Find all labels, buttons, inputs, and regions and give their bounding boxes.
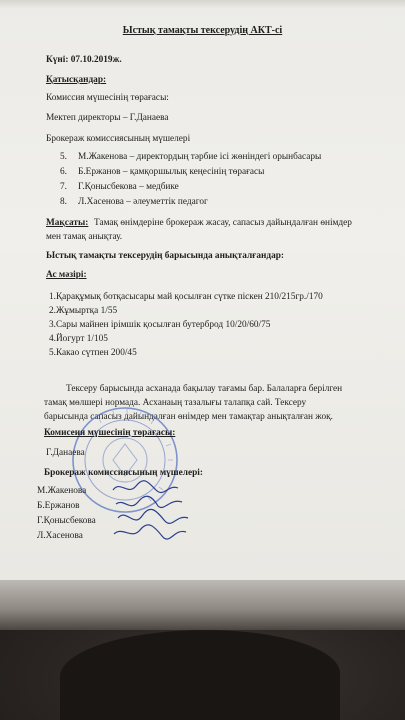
conclusion-line: тамақ мөлшері нормада. Асханаың тазалығы талапқа сай. Тексеру xyxy=(44,398,307,408)
brokerage-members-label: Брокераж комиссиясының мүшелері xyxy=(46,134,191,144)
member-number: 5. xyxy=(60,152,67,162)
signer-name: Г.Қонысбекова xyxy=(37,516,96,526)
menu-item: 4.Йогурт 1/105 xyxy=(49,334,108,344)
member-number: 8. xyxy=(60,197,67,207)
purpose-line-1: Тамақ өнімдеріне брокераж жасау, сапасыз дайындалған өнімдер xyxy=(94,218,352,228)
background-dark-object xyxy=(60,630,340,720)
member-text: Г.Қонысбекова – медбике xyxy=(78,182,179,192)
signer-name: Л.Хасенова xyxy=(37,531,83,541)
purpose-line-2: мен тамақ анықтау. xyxy=(46,232,123,242)
purpose-label: Мақсаты: xyxy=(46,218,89,228)
background-light-area xyxy=(0,580,405,630)
chair-line: Мектеп директоры – Г.Данаева xyxy=(46,113,169,123)
background-surface xyxy=(0,580,405,720)
handwritten-signature-icon xyxy=(108,478,198,548)
member-number: 6. xyxy=(60,167,67,177)
menu-heading: Ас мәзірі: xyxy=(46,270,87,280)
menu-item: 1.Қарақұмық ботқасысары май қосылған сүтке піскен 210/215гр./170 xyxy=(49,292,323,302)
member-text: Б.Ержанов – қамқоршылық кеңесінің төрағасы xyxy=(78,167,265,177)
participants-heading: Қатысқандар: xyxy=(46,75,107,85)
conclusion-line: Тексеру барысында асханада бақылау тағамы бар. Балаларға берілген xyxy=(66,384,343,394)
signature-stroke xyxy=(114,525,186,539)
member-number: 7. xyxy=(60,182,67,192)
document-date: Күні: 07.10.2019ж. xyxy=(46,55,122,65)
menu-item: 3.Сары майнен ірімшік қосылған бутерброд 10/20/60/75 xyxy=(49,320,271,330)
signature-stroke xyxy=(113,481,178,493)
document-title: Ыстық тамақты тексерудің АКТ-сі xyxy=(122,25,283,36)
conclusion-line: барысында сапасыз дайындалған өнімдер мен тамақтар анықталған жоқ. xyxy=(44,412,333,422)
commission-chair-label: Комиссия мүшесінің төрағасы: xyxy=(46,93,169,103)
member-text: М.Жакенова – директордың тәрбие ісі жөніндегі орынбасары xyxy=(78,152,322,162)
chair-sign-heading: Комисеия мүшесінің төрағасы: xyxy=(44,428,176,438)
members-sign-heading: Брокераж комиссиясының мүшелері: xyxy=(44,468,203,478)
menu-item: 5.Какао сүтпен 200/45 xyxy=(49,348,137,358)
member-text: Л.Хасенова – әлеуметтік педагог xyxy=(78,197,208,207)
signature-stroke xyxy=(118,509,188,523)
page-top-edge xyxy=(0,0,405,10)
menu-item: 2.Жұмыртқа 1/55 xyxy=(49,306,118,316)
findings-heading: Ыстық тамақты тексерудің барысында анықталғандар: xyxy=(46,251,285,261)
signer-name: М.Жакенова xyxy=(37,486,87,496)
signature-stroke xyxy=(116,496,182,507)
signer-name: Б.Ержанов xyxy=(37,501,80,511)
chair-sign-name: Г.Данаева xyxy=(46,448,85,458)
